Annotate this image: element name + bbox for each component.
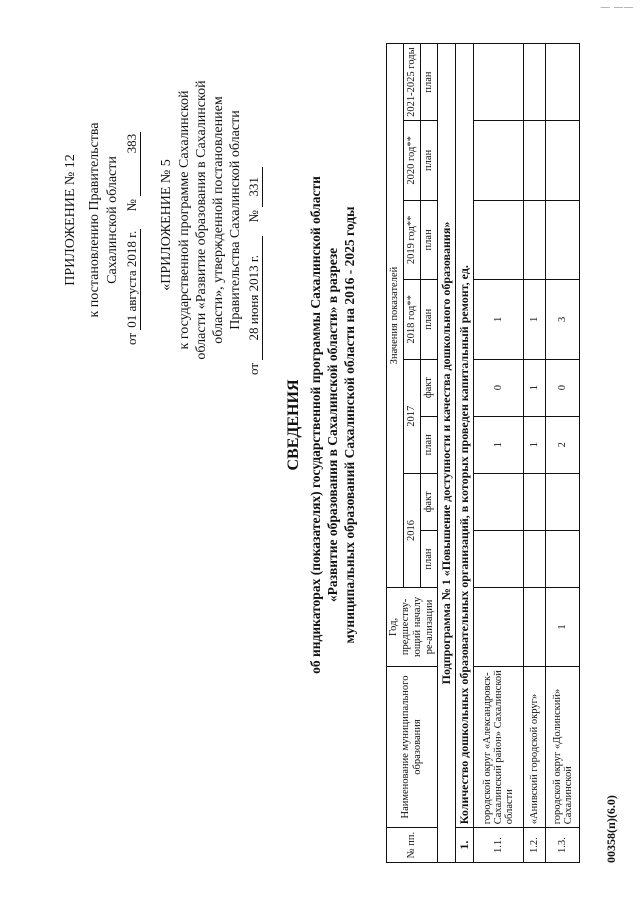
row-plan-2019 [474,200,524,279]
document-title-line3: муниципальных образований Сахалинской области на 2016 - 2025 годы [342,206,357,644]
row-number: 1.2. [524,828,546,863]
attachment-12-line1: к постановлению Правительства [87,122,102,318]
col-prev-year-header: Год, предшеству-ющий началу ре-ализации [387,588,438,667]
row-fact-2017: 0 [546,359,580,416]
plan-2020-header: план [421,121,438,200]
program-date: 28 июня 2013 г. [246,236,263,360]
number-prefix: № [124,199,139,212]
table-row [524,44,546,863]
table-header-row-1 [387,44,404,863]
attachment-12-line2: Сахалинской области [105,156,120,284]
row-plan-2021 [474,44,524,121]
row-fact-2017: 0 [474,359,524,416]
attachment-5-date-line [246,75,263,375]
row-fact-2017: 1 [524,359,546,416]
table-row [546,44,580,863]
subprogram-row [438,44,456,863]
footer-code: 00358(п)(6.0) [604,795,618,863]
row-prev-year [474,588,524,667]
decree-date: 01 августа 2018 г. [124,230,139,328]
row-number: 1.1. [474,828,524,863]
row-plan-2016 [524,530,546,587]
row-plan-2017: 1 [474,416,524,473]
document-title [285,145,358,705]
year-2017-header: 2017 [404,359,421,473]
document-title-line2: «Развитие образования в Сахалинской области» в разрезе [325,247,340,603]
program-number: 331 [246,167,263,207]
attachment-12-date-line [124,65,141,345]
row-plan-2016 [546,530,580,587]
document-title-line1: об индикаторах (показателях) государственной программы Сахалинской области [308,176,323,674]
plan-2016-header: план [421,530,438,587]
attachment-5-line2: области «Развитие образования в Сахалинской [194,80,209,360]
row-plan-2017: 1 [524,416,546,473]
plan-2017-header: план [421,416,438,473]
decree-number: 383 [124,132,141,196]
row-plan-2020 [474,121,524,200]
row-plan-2019 [524,200,546,279]
years-2021-2025-header: 2021-2025 годы [404,44,421,121]
row-plan-2018: 3 [546,280,580,359]
row-plan-2017: 2 [546,416,580,473]
table-row [474,44,524,863]
attachment-5-line4: Правительства Сахалинской области [228,110,243,330]
row-municipality: «Анивский городской округ» [524,666,546,827]
row-plan-2020 [524,121,546,200]
row-prev-year: 1 [546,588,580,667]
plan-2018-header: план [421,280,438,359]
row-fact-2016 [524,473,546,530]
document-heading: СВЕДЕНИЯ [285,379,302,471]
attachment-5-line3: области», утвержденной постановлением [211,96,226,344]
row-municipality: городской округ «Александровск-Сахалинский район» Сахалинской области [474,666,524,827]
col-name-header: Наименование муниципального образования [387,666,438,827]
row-fact-2016 [474,473,524,530]
attachment-12-title: ПРИЛОЖЕНИЕ № 12 [63,154,78,286]
row-plan-2018: 1 [524,280,546,359]
number-prefix: № [246,210,261,223]
from-prefix: от [124,332,139,345]
indicator-row [456,44,474,863]
indicator-title: Количество дошкольных образовательных организаций, в которых проведен капитальный ремонт, ед. [456,44,474,828]
from-prefix: от [246,362,261,375]
fact-2017-header: факт [421,359,438,416]
row-plan-2021 [546,44,580,121]
row-plan-2018: 1 [474,280,524,359]
row-plan-2016 [474,530,524,587]
row-fact-2016 [546,473,580,530]
attachment-5-title: «ПРИЛОЖЕНИЕ № 5 [159,159,174,291]
year-2020-header: 2020 год** [404,121,421,200]
fact-2016-header: факт [421,473,438,530]
row-municipality: городской округ «Долинский» Сахалинской [546,666,580,827]
plan-2021-header: план [421,44,438,121]
values-header: Значения показателей [387,44,404,588]
col-number-header: № пп. [387,828,438,863]
subprogram-title: Подпрограмма № 1 «Повышение доступности и качества дошкольного образования» [438,44,456,863]
row-number: 1.3. [546,828,580,863]
plan-2019-header: план [421,200,438,279]
row-plan-2019 [546,200,580,279]
year-2018-header: 2018 год** [404,280,421,359]
row-plan-2020 [546,121,580,200]
year-2016-header: 2016 [404,473,421,587]
indicator-number: 1. [456,828,474,863]
attachment-5-line1: к государственной программе Сахалинской [177,90,192,350]
header-marks: — —— [600,2,634,12]
row-plan-2021 [524,44,546,121]
indicators-table [386,43,580,863]
row-prev-year [524,588,546,667]
year-2019-header: 2019 год** [404,200,421,279]
